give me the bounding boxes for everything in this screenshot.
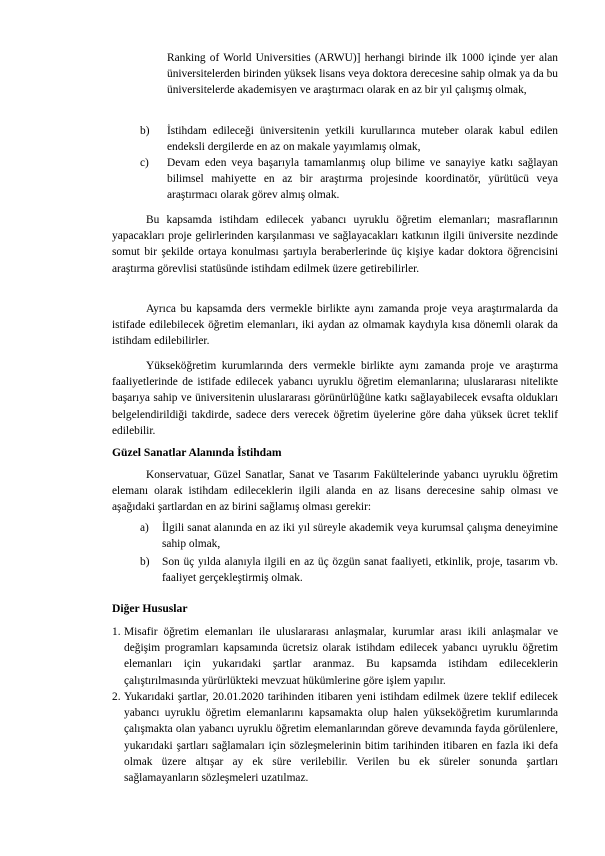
body-paragraph: Ayrıca bu kapsamda ders vermekle birlikte aynı zamanda proje veya araştırmalarda da istifade edilebilecek öğretim elemanları, iki aydan az olmamak kaydıyla kısa dönemli olarak da istihdam edilebilirler.: [112, 303, 558, 348]
list-marker: b): [140, 556, 150, 568]
body-paragraph: Bu kapsamda istihdam edilecek yabancı uyruklu öğretim elemanları; masraflarının yapacakları proje gelirlerinden karşılanması ve sağlayacakları katkının ilgili üniversite nezdinde somut bir şekilde ortaya konulması şartıyla beraberlerinde üç kişiye kadar doktora öğrencisini araştırma görevlisi statüsünde istihdam edilmek üzere getirebilirler.: [112, 214, 558, 275]
continuation-paragraph: Ranking of World Universities (ARWU)] herhangi birinde ilk 1000 içinde yer alan üniversitelerden birinden yüksek lisans veya doktora derecesine sahip olmak ya da bu üniversitelerde akademisyen ve araştırmacı olarak en az bir yıl çalışmış olmak,: [167, 52, 558, 97]
list-item: Misafir öğretim elemanları ile uluslararası anlaşmalar, kurumlar arası ikili anlaşmalar ve değişim programları kapsamında ücretsiz olarak istihdam edilecek yabancı uyruklu öğretim elemanları için yukarıdaki şartlar aranmaz. Bu kapsamda istihdam edileceklerin çalıştırılmasında yürürlükteki mevzuat hükümlerine göre işlem yapılır.: [124, 626, 558, 687]
list-item: İstihdam edileceği üniversitenin yetkili kurullarınca muteber olarak kabul edilen endeksli dergilerde en az on makale yayımlamış olmak,: [167, 125, 558, 154]
list-item: İlgili sanat alanında en az iki yıl süreyle akademik veya kurumsal çalışma deneyimine sahip olmak,: [162, 522, 558, 551]
section-heading: Güzel Sanatlar Alanında İstihdam: [112, 446, 282, 459]
list-marker: 2.: [112, 691, 121, 703]
list-marker: b): [140, 125, 150, 137]
list-marker: 1.: [112, 626, 121, 638]
list-item: Son üç yılda alanıyla ilgili en az üç özgün sanat faaliyeti, etkinlik, proje, tasarım vb. faaliyet gerçekleştirmiş olmak.: [162, 556, 558, 585]
list-item: Devam eden veya başarıyla tamamlanmış olup bilime ve sanayiye katkı sağlayan bilimsel mahiyette en az bir araştırma projesinde koordinatör, yürütücü veya araştırmacı olarak görev almış olmak.: [167, 157, 558, 202]
body-paragraph: Yükseköğretim kurumlarında ders vermekle birlikte aynı zamanda proje ve araştırma faaliyetlerinde de istifade edilecek yabancı uyruklu öğretim elemanlarına; uluslararası nitelikte başarıya sahip ve üniversitenin uluslararası görünürlüğüne katkı sağlayabilecek evsafta oldukları belgelendirildiği takdirde, sadece ders verecek öğretim üyelerine göre daha yüksek ücret teklif edilebilir.: [112, 360, 558, 437]
section-intro: Konservatuar, Güzel Sanatlar, Sanat ve Tasarım Fakültelerinde yabancı uyruklu öğretim elemanı olarak istihdam edileceklerin ilgili alanda en az lisans derecesine sahip olması ve aşağıdaki şartlardan en az birini sağlamış olması gerekir:: [112, 469, 558, 514]
list-marker: a): [140, 522, 149, 534]
list-item: Yukarıdaki şartlar, 20.01.2020 tarihinden itibaren yeni istihdam edilmek üzere teklif edilecek yabancı uyruklu öğretim elemanlarını kapsamakta olup halen yükseköğretim kurumlarında çalışmakta olan yabancı uyruklu öğretim elemanlarından göreve devamında fayda görülenlere, yukarıdaki şartları sağlamaları için sözleşmelerinin bitim tarihinden itibaren en fazla iki defa olmak üzere altışar ay ek süre verilebilir. Verilen bu ek süreler sonunda şartları sağlamayanların sözleşmeleri uzatılmaz.: [124, 691, 558, 785]
section-heading: Diğer Hususlar: [112, 602, 188, 615]
list-marker: c): [140, 157, 149, 169]
